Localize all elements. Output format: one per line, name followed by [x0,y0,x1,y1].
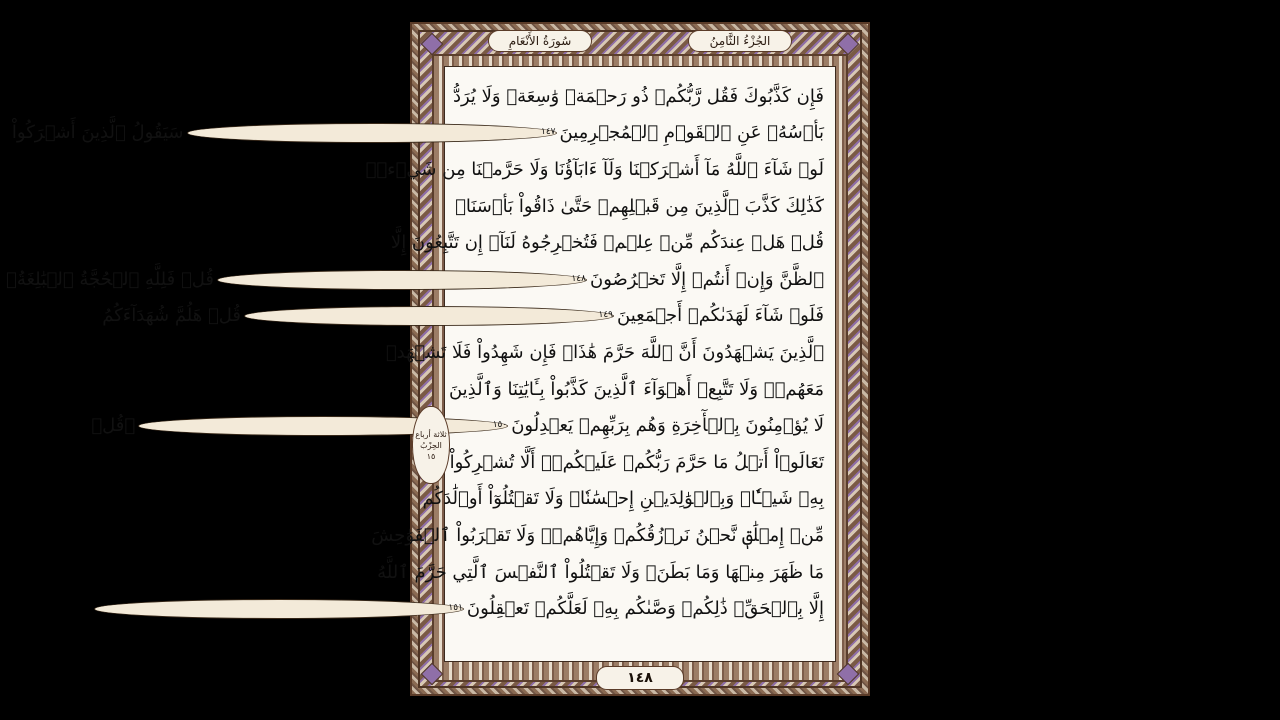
verse-text: ٱلظَّنَّ وَإِنۡ أَنتُمۡ إِلَّا تَخۡرُصُونَ [589,268,824,290]
verse-line-text [385,341,824,363]
verse-line [449,444,824,481]
verse-text: مَا ظَهَرَ مِنۡهَا وَمَا بَطَنَۖ وَلَا تَقۡتُلُواْ ٱلنَّفۡسَ ٱلَّتِي حَرَّمَ ٱللَّهُ [377,561,824,583]
verse-line [11,115,824,152]
verse-line-text [6,268,824,290]
mushaf-page [6,22,870,696]
verse-text: ۞قُلۡ [91,415,136,437]
verse-line [365,151,824,188]
hizb-number-label: ١٥ [426,451,436,461]
verse-text: كَذَٰلِكَ كَذَّبَ ٱلَّذِينَ مِن قَبۡلِهِمۡ حَتَّىٰ ذَاقُواْ بَأۡسَنَاۗ [455,195,824,217]
verse-line-text [390,232,824,254]
verse-text: بِهِۦ شَيۡـٔٗاۖ وَبِٱلۡوَٰلِدَيۡنِ إِحۡسَٰنٗاۖ وَلَا تَقۡتُلُوٓاْ أَوۡلَٰدَكُم [422,488,824,510]
verse-line-text [365,158,824,180]
verse-line [448,590,824,627]
verse-line [448,371,824,408]
hizb-title-label: الحِزْبُ [420,440,442,450]
verse-text: مِّنۡ إِمۡلَٰقٖ نَّحۡنُ نَرۡزُقُكُمۡ وَإِيَّاهُمۡۖ وَلَا تَقۡرَبُواْ ٱلۡفَوَٰحِشَ [371,524,824,546]
verse-line-text [452,85,824,107]
verse-line [456,188,824,225]
verse-text: مَعَهُمۡۚ وَلَا تَتَّبِعۡ أَهۡوَآءَ ٱلَّذِينَ كَذَّبُواْ بِـَٔايَٰتِنَا وَٱلَّذِينَ [448,378,824,400]
verse-line-text [448,378,824,400]
verse-text: قُلۡ فَلِلَّهِ ٱلۡحُجَّةُ ٱلۡبَٰلِغَةُۖ [6,268,214,290]
hizb-marker [412,406,450,484]
verse-line-text [449,451,824,473]
verse-number-marker: ١٤٩ [244,306,614,326]
verse-line-text [102,305,824,327]
verse-text: ٱلَّذِينَ يَشۡهَدُونَ أَنَّ ٱللَّهَ حَرَّمَ هَٰذَاۖ فَإِن شَهِدُواْ فَلَا تَشۡهَدۡ [385,341,824,363]
verse-text: إِلَّا بِٱلۡحَقِّۚ ذَٰلِكُمۡ وَصَّىٰكُم بِهِۦ لَعَلَّكُمۡ تَعۡقِلُونَ [466,598,824,620]
page-header [418,26,862,56]
verse-line-text [371,524,824,546]
verse-line-text [448,598,824,620]
verse-text: فَإِن كَذَّبُوكَ فَقُل رَّبُّكُمۡ ذُو رَحۡمَةٖ وَٰسِعَةٖ وَلَا يُرَدُّ [452,85,824,107]
verse-line [102,298,824,335]
verse-line [385,334,824,371]
verse-line [422,481,824,518]
verse-line-text [377,561,824,583]
verse-line [6,261,824,298]
verse-line-text [456,196,824,217]
verse-line [390,224,824,261]
verse-text: قُلۡ هَلُمَّ شُهَدَآءَكُمُ [102,305,242,327]
verse-line [371,517,824,554]
verse-number-marker: ١٤٨ [217,270,587,290]
verse-text: قُلۡ هَلۡ عِندَكُم مِّنۡ عِلۡمٖ فَتُخۡرِجُوهُ لَنَآۖ إِن تَتَّبِعُونَ إِلَّا [390,232,824,254]
verse-number-marker: ١٥١ [94,599,464,619]
verse-text: لَا يُؤۡمِنُونَ بِٱلۡأٓخِرَةِ وَهُم بِرَبِّهِمۡ يَعۡدِلُونَ [511,415,824,437]
verse-line [377,554,824,591]
juz-name-label: الجُزْءُ الثَّامِنُ [688,30,792,52]
verse-line-text [11,122,824,144]
verse-text: تَعَالَوۡاْ أَتۡلُ مَا حَرَّمَ رَبُّكُمۡ عَلَيۡكُمۡۖ أَلَّا تُشۡرِكُواْ [449,451,824,473]
verse-text: فَلَوۡ شَآءَ لَهَدَىٰكُمۡ أَجۡمَعِينَ [617,305,824,327]
verse-number-marker: ١٤٧ [187,123,557,143]
verse-number-marker: ١٥٠ [138,416,508,436]
page-number: ١٤٨ [596,666,684,690]
verse-text: بَأۡسُهُۥ عَنِ ٱلۡقَوۡمِ ٱلۡمُجۡرِمِينَ [559,122,824,144]
verse-text: سَيَقُولُ ٱلَّذِينَ أَشۡرَكُواْ [11,122,184,144]
verse-text: لَوۡ شَآءَ ٱللَّهُ مَآ أَشۡرَكۡنَا وَلَآ ءَابَآؤُنَا وَلَا حَرَّمۡنَا مِن شَيۡءٖۚ [365,158,824,180]
surah-name-label: سُورَةُ الأَنْعَامِ [488,30,592,52]
verse-line-text [422,488,824,510]
verse-line [452,78,824,115]
hizb-fraction-label: ثلاثة أرباع [415,429,447,439]
